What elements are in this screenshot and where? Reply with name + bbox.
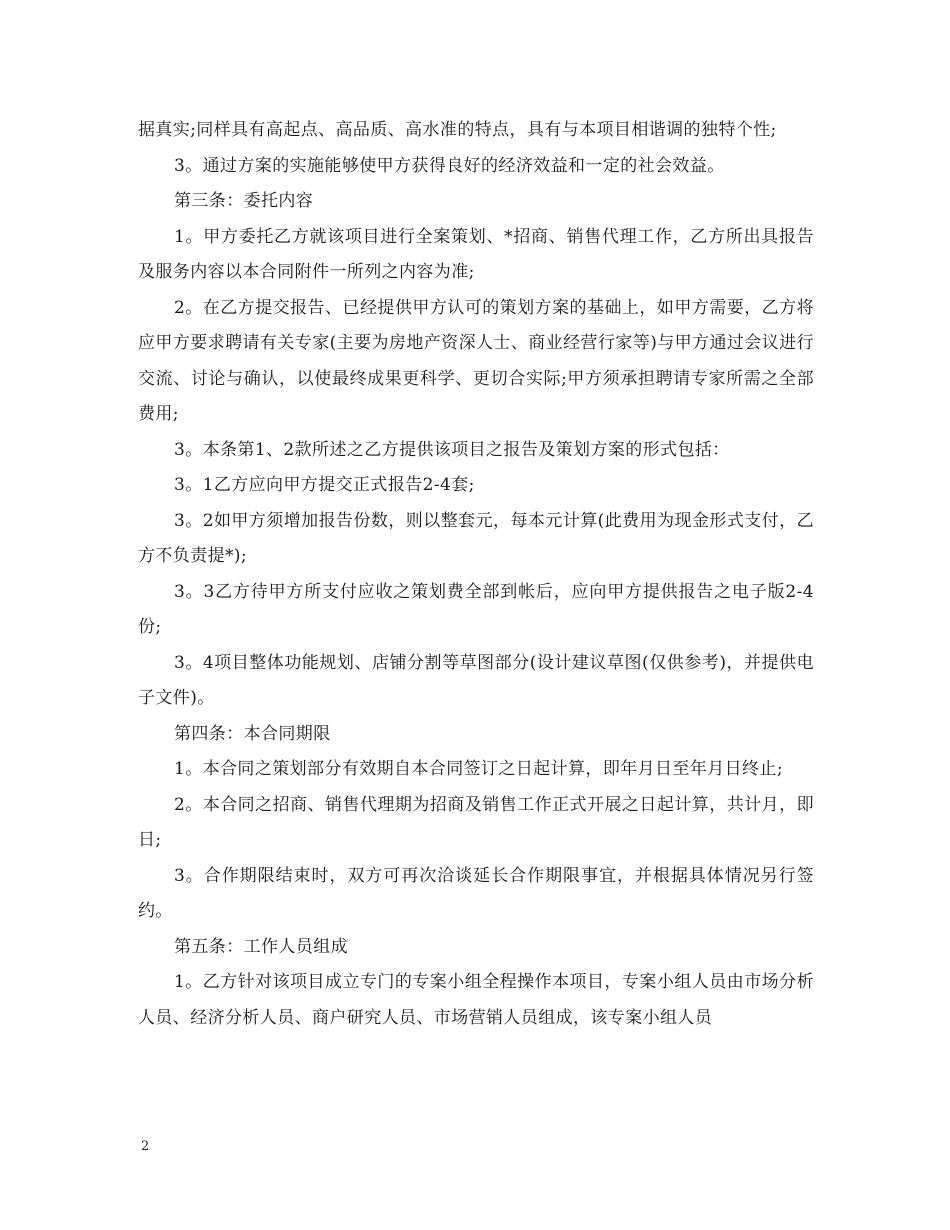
paragraph: 3。2如甲方须增加报告份数，则以整套元，每本元计算(此费用为现金形式支付，乙方不负责提*); xyxy=(138,510,814,566)
paragraph: 1。本合同之策划部分有效期自本合同签订之日起计算，即年月日至年月日终止; xyxy=(174,759,783,779)
section-heading: 第四条：本合同期限 xyxy=(174,723,331,744)
paragraph: 3。本条第1、2款所述之乙方提供该项目之报告及策划方案的形式包括： xyxy=(174,439,730,460)
document-body xyxy=(138,113,814,1036)
paragraph: 3。通过方案的实施能够使甲方获得良好的经济效益和一定的社会效益。 xyxy=(174,155,725,176)
section-heading: 第三条：委托内容 xyxy=(174,191,314,211)
paragraph: 3。4项目整体功能规划、店铺分割等草图部分(设计建议草图(仅供参考)，并提供电子文件)。 xyxy=(138,652,814,708)
paragraph: 3。1乙方应向甲方提交正式报告2-4套; xyxy=(174,475,475,495)
paragraph: 2。在乙方提交报告、已经提供甲方认可的策划方案的基础上，如甲方需要，乙方将应甲方要求聘请有关专家(主要为房地产资深人士、商业经营行家等)与甲方通过会议进行交流、讨论与确认，以使最终成果更科学、更切合实际;甲方须承担聘请专家所需之全部费用; xyxy=(138,297,814,424)
paragraph: 3。3乙方待甲方所支付应收之策划费全部到帐后，应向甲方提供报告之电子版2-4份; xyxy=(138,581,814,637)
paragraph: 3。合作期限结束时，双方可再次洽谈延长合作期限事宜，并根据具体情况另行签约。 xyxy=(138,865,814,921)
paragraph: 1。乙方针对该项目成立专门的专案小组全程操作本项目，专案小组人员由市场分析人员、经济分析人员、商户研究人员、市场营销人员组成，该专案小组人员 xyxy=(138,972,814,1028)
paragraph: 1。甲方委托乙方就该项目进行全案策划、*招商、销售代理工作，乙方所出具报告及服务内容以本合同附件一所列之内容为准; xyxy=(138,226,814,282)
paragraph: 据真实;同样具有高起点、高品质、高水准的特点，具有与本项目相谐调的独特个性; xyxy=(138,120,777,140)
paragraph: 2。本合同之招商、销售代理期为招商及销售工作正式开展之日起计算，共计月，即日; xyxy=(138,794,814,850)
page-number: 2 xyxy=(141,1139,150,1154)
section-heading: 第五条：工作人员组成 xyxy=(174,936,348,957)
